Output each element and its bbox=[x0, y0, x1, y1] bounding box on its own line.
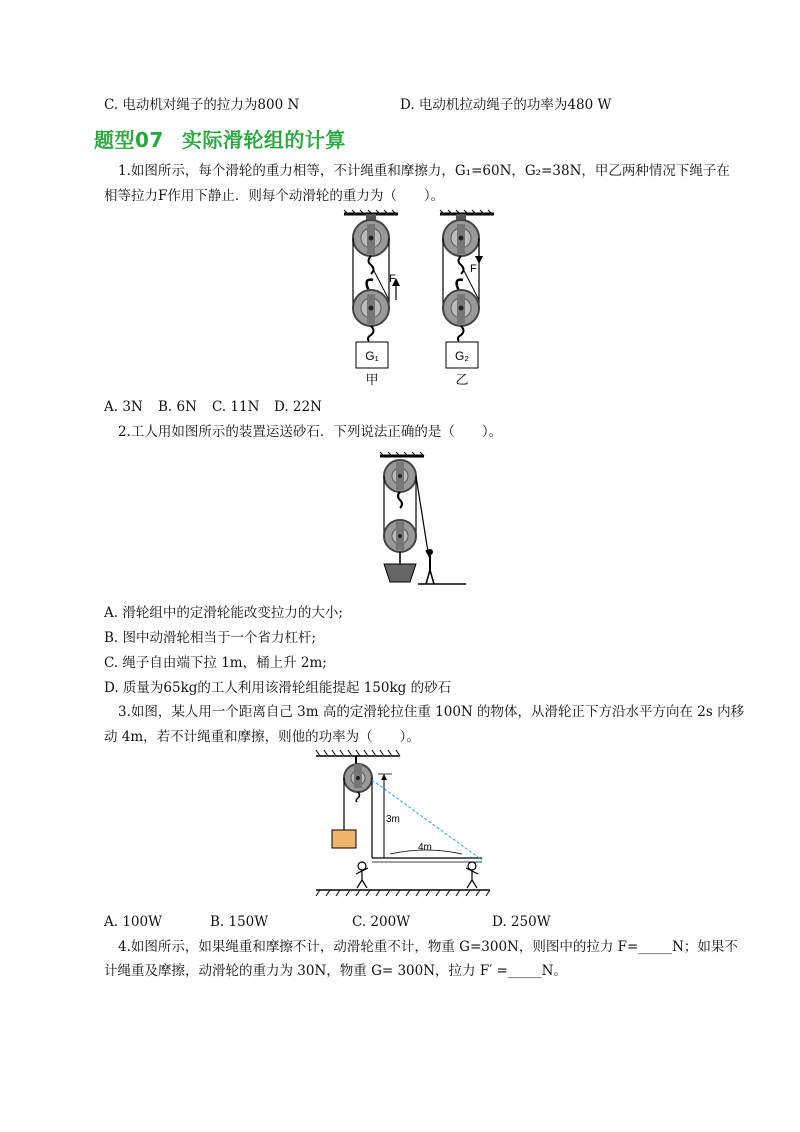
q2-stem: 2.工人用如图所示的装置运送砂石．下列说法正确的是（ ）。 bbox=[118, 424, 503, 440]
force-label-yi: F bbox=[470, 263, 477, 275]
section-heading bbox=[94, 124, 346, 153]
q1-stem-line2: 相等拉力F作用下静止．则每个动滑轮的重力为（ ）。 bbox=[104, 188, 445, 204]
section-title: 实际滑轮组的计算 bbox=[181, 128, 346, 152]
q1-stem-line1: 1.如图所示，每个滑轮的重力相等，不计绳重和摩擦力，G₁=60N，G₂=38N，甲乙两种情况下绳子在 bbox=[118, 163, 730, 179]
q2-option-d: D. 质量为65kg的工人利用该滑轮组能提起 150kg 的砂石 bbox=[104, 680, 452, 696]
load-label-jia: G₁ bbox=[365, 349, 379, 363]
q2-worker-pulley-figure bbox=[378, 452, 468, 587]
force-label-jia: F bbox=[389, 273, 396, 285]
q2-option-b: B. 图中动滑轮相当于一个省力杠杆; bbox=[104, 630, 317, 646]
caption-yi: 乙 bbox=[455, 373, 469, 388]
q1-option-a: A. 3N bbox=[104, 399, 143, 415]
q3-stem-line2: 动 4m，若不计绳重和摩擦，则他的功率为（ ）。 bbox=[104, 729, 420, 745]
q1-pulley-figure bbox=[340, 210, 510, 390]
q3-stem-line1: 3.如图，某人用一个距离自己 3m 高的定滑轮拉住重 100N 的物体，从滑轮正下方沿水平方向在 2s 内移 bbox=[118, 704, 745, 720]
q1-option-b: B. 6N bbox=[158, 399, 197, 415]
q3-fixed-pulley-figure bbox=[310, 750, 500, 905]
height-label: 3m bbox=[386, 814, 400, 825]
q2-option-a: A. 滑轮组中的定滑轮能改变拉力的大小; bbox=[104, 605, 343, 621]
load-label-yi: G₂ bbox=[455, 349, 469, 363]
option-c-prev: C. 电动机对绳子的拉力为800 N bbox=[104, 97, 300, 113]
q4-stem-line2: 计绳重及摩擦，动滑轮的重力为 30N，物重 G= 300N，拉力 F′ =_____N。 bbox=[104, 963, 567, 979]
section-number: 题型07 bbox=[94, 128, 164, 152]
q3-option-c: C. 200W bbox=[352, 914, 411, 930]
pulley-system-jia bbox=[344, 210, 400, 388]
q3-option-d: D. 250W bbox=[492, 914, 551, 930]
q1-option-c: C. 11N bbox=[212, 399, 260, 415]
q3-option-a: A. 100W bbox=[104, 914, 162, 930]
q3-option-b: B. 150W bbox=[210, 914, 269, 930]
distance-label: 4m bbox=[418, 842, 432, 853]
pulley-system-yi bbox=[440, 210, 494, 388]
q2-option-c: C. 绳子自由端下拉 1m，桶上升 2m; bbox=[104, 655, 327, 671]
caption-jia: 甲 bbox=[365, 373, 379, 388]
q1-option-d: D. 22N bbox=[274, 399, 322, 415]
q4-stem-line1: 4.如图所示，如果绳重和摩擦不计，动滑轮重不计，物重 G=300N，则图中的拉力 F=_____N；如果不 bbox=[118, 939, 738, 955]
option-d-prev: D. 电动机拉动绳子的功率为480 W bbox=[400, 97, 612, 113]
